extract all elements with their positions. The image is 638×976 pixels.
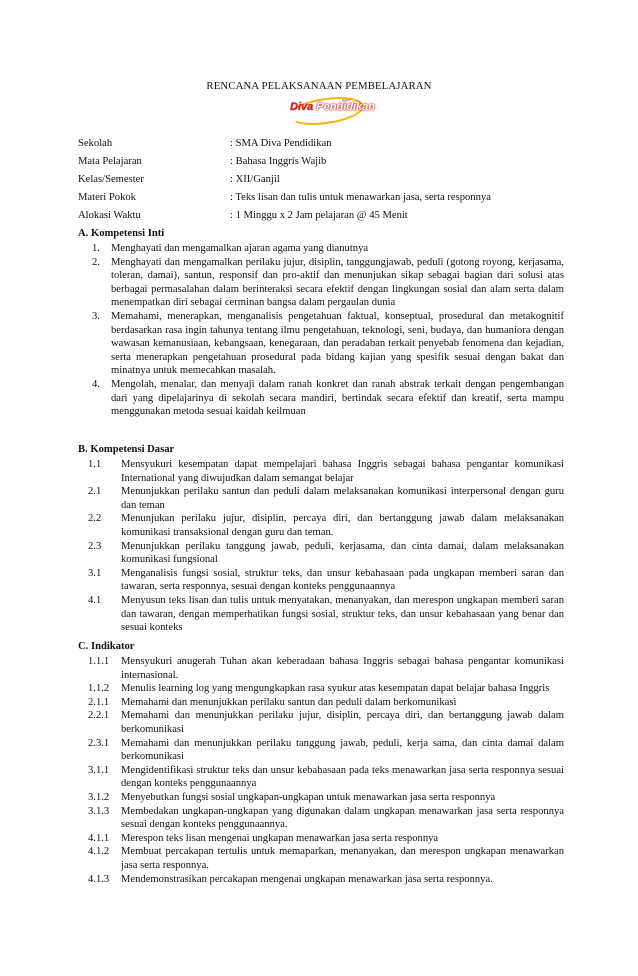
info-value: : XII/Ganjil bbox=[230, 174, 280, 185]
item-number: 2.2 bbox=[88, 513, 102, 525]
item-number: 1.1 bbox=[88, 459, 102, 470]
list-item bbox=[78, 682, 564, 696]
info-value: : Teks lisan dan tulis untuk menawarkan jasa, serta responnya bbox=[230, 192, 491, 203]
info-row-subject bbox=[78, 155, 578, 173]
section-indikator bbox=[78, 640, 564, 886]
info-row-topic bbox=[78, 191, 578, 209]
info-row-time-allocation bbox=[78, 209, 578, 227]
list-item bbox=[78, 709, 564, 736]
item-text: Mengidentifikasi struktur teks dan unsur kebahasaan pada teks menawarkan jasa serta responnya sesuai dengan konteks penggunaannya bbox=[121, 764, 564, 790]
item-number: 3.1 bbox=[88, 567, 102, 579]
item-text: Menulis learning log yang mengungkapkan rasa syukur atas kesempatan dapat belajar bahasa Inggris bbox=[121, 683, 550, 695]
item-text: Membedakan ungkapan-ungkapan yang digunakan dalam ungkapan menawarkan jasa serta responnya sesuai dengan konteks penggunaannya. bbox=[121, 805, 564, 831]
item-number: 2.1 bbox=[88, 486, 102, 498]
list-item bbox=[78, 845, 564, 872]
list-item bbox=[78, 512, 564, 539]
info-label: Mata Pelajaran bbox=[78, 156, 142, 167]
list-item bbox=[78, 764, 564, 791]
list-item bbox=[78, 256, 564, 310]
list-item bbox=[78, 540, 564, 567]
item-number: 1. bbox=[92, 243, 100, 254]
info-value: : 1 Minggu x 2 Jam pelajaran @ 45 Menit bbox=[230, 210, 408, 221]
item-number: 2. bbox=[92, 256, 100, 268]
item-text: Menunjukan perilaku jujur, disiplin, percaya diri, dan bertanggung jawab dalam melaksanakan komunikasi transaksional dengan guru dan teman. bbox=[121, 513, 564, 538]
item-number: 4.1.1 bbox=[88, 832, 110, 844]
item-number: 2.3 bbox=[88, 540, 102, 552]
list-item bbox=[78, 791, 564, 805]
list-item bbox=[78, 594, 564, 635]
item-number: 4.1.2 bbox=[88, 846, 110, 858]
item-text: Menunjukkan perilaku santun dan peduli dalam melaksanakan komunikasi interpersonal dengan guru dan teman bbox=[121, 486, 564, 511]
identity-table bbox=[78, 137, 578, 227]
info-value: : SMA Diva Pendidikan bbox=[230, 138, 332, 149]
info-label: Materi Pokok bbox=[78, 192, 136, 203]
section-heading: C. Indikator bbox=[78, 641, 135, 652]
item-number: 4. bbox=[92, 378, 100, 390]
document-title: RENCANA PELAKSANAAN PEMBELAJARAN bbox=[206, 80, 432, 92]
item-text: Menunjukkan perilaku tanggung jawab, peduli, kerjasama, dan cinta damai, dalam melaksanakan komunikasi fungsional bbox=[121, 540, 564, 566]
logo-wordmark bbox=[290, 101, 375, 115]
item-text: Menghayati dan mengamalkan ajaran agama yang dianutnya bbox=[111, 243, 369, 254]
logo-text-part1: Diva bbox=[290, 101, 317, 113]
info-label: Sekolah bbox=[78, 138, 113, 149]
section-kompetensi-inti bbox=[78, 227, 564, 419]
item-text: Menyusun teks lisan dan tulis untuk menyatakan, menanyakan, dan merespon ungkapan memberi saran dan tawaran, dengan memperhatikan fungsi sosial, struktur teks, dan unsur kebahasaan yang benar dan sesuai konteks bbox=[121, 594, 564, 634]
item-number: 3. bbox=[92, 310, 100, 322]
list-item bbox=[78, 873, 564, 887]
section-heading: B. Kompetensi Dasar bbox=[78, 444, 175, 455]
item-text: Mensyukuri anugerah Tuhan akan keberadaan bahasa Inggris sebagai bahasa pengantar komunikasi internasional. bbox=[121, 656, 564, 681]
item-text: Memahami dan menunjukkan perilaku jujur, disiplin, percaya diri, dan bertanggung jawab dalam berkomunikasi bbox=[121, 710, 564, 735]
list-item bbox=[78, 696, 564, 710]
item-number: 3.1.1 bbox=[88, 764, 110, 776]
info-value: : Bahasa Inggris Wajib bbox=[230, 156, 327, 167]
item-text: Menganalisis fungsi sosial, struktur teks, dan unsur kebahasaan pada ungkapan memberi saran dan tawaran, serta responnya, sesuai dengan konteks penggunaannya bbox=[121, 567, 564, 593]
logo-tagline: www bbox=[342, 97, 351, 102]
item-number: 2.3.1 bbox=[88, 737, 110, 749]
school-logo bbox=[286, 93, 375, 123]
item-text: Mengolah, menalar, dan menyaji dalam ranah konkret dan ranah abstrak terkait dengan pengembangan dari yang dipelajarinya di sekolah secara mandiri, bertindak secara efektif dan kreatif, serta mampu menggunakan metoda sesuai kaidah keilmuan bbox=[111, 378, 564, 418]
item-text: Memahami dan menunjukkan perilaku tanggung jawab, peduli, kerja sama, dan cinta damai dalam berkomunikasi bbox=[121, 737, 564, 763]
info-label: Kelas/Semester bbox=[78, 174, 144, 185]
list-item bbox=[78, 485, 564, 512]
item-number: 3.1.3 bbox=[88, 805, 110, 817]
item-text: Mendemonstrasikan percakapan mengenai ungkapan menawarkan jasa serta responnya. bbox=[121, 873, 493, 885]
section-kompetensi-dasar bbox=[78, 443, 564, 635]
item-number: 3.1.2 bbox=[88, 791, 110, 803]
list-item bbox=[78, 655, 564, 682]
list-item bbox=[78, 458, 564, 485]
info-label: Alokasi Waktu bbox=[78, 210, 141, 221]
list-item bbox=[78, 832, 564, 846]
item-number: 1.1.1 bbox=[88, 656, 110, 667]
info-row-school bbox=[78, 137, 578, 155]
item-text: Mensyukuri kesempatan dapat mempelajari bahasa Inggris sebagai bahasa pengantar komunikasi International yang diwujudkan dalam semangat belajar bbox=[121, 459, 564, 484]
list-item bbox=[78, 805, 564, 832]
list-item bbox=[78, 242, 564, 256]
item-text: Merespon teks lisan mengenai ungkapan menawarkan jasa serta responnya bbox=[121, 832, 439, 844]
list-item bbox=[78, 378, 564, 419]
item-text: Menyebutkan fungsi sosial ungkapan-ungkapan untuk menawarkan jasa serta responnya bbox=[121, 791, 496, 803]
item-number: 1.1.2 bbox=[88, 683, 110, 695]
item-text: Memahami dan menunjukkan perilaku santun dan peduli dalam berkomunikasi bbox=[121, 696, 457, 708]
item-text: Menghayati dan mengamalkan perilaku jujur, disiplin, tanggungjawab, peduli (gotong royong, kerjasama, toleran, damai), santun, responsif dan pro-aktif dan menunjukan sikap sebagai bagian dari solusi atas berbagai permasalahan dalam berinteraksi secara efektif dengan lingkungan sosial dan alam serta dalam menempatkan diri sebagai cerminan bangsa dalam pergaulan dunia bbox=[111, 256, 564, 309]
list-item bbox=[78, 567, 564, 594]
info-row-class-semester bbox=[78, 173, 578, 191]
list-item bbox=[78, 310, 564, 378]
item-number: 4.1 bbox=[88, 594, 102, 606]
section-heading: A. Kompetensi Inti bbox=[78, 228, 165, 239]
item-number: 4.1.3 bbox=[88, 873, 110, 885]
item-number: 2.1.1 bbox=[88, 696, 110, 708]
item-number: 2.2.1 bbox=[88, 710, 110, 722]
item-text: Memahami, menerapkan, menganalisis pengetahuan faktual, konseptual, prosedural dan metakognitif berdasarkan rasa ingin tahunya tentang ilmu pengetahuan, teknologi, seni, budaya, dan humaniora dengan wawasan kemanusiaan, kebangsaan, kenegaraan, dan peradaban terkait penyebab fenomena dan kejadian, serta menerapkan pengetahuan prosedural pada bidang kajian yang spesifik sesuai dengan bakat dan minatnya untuk memecahkan masalah. bbox=[111, 310, 564, 377]
item-text: Membuat percakapan tertulis untuk memaparkan, menanyakan, dan merespon ungkapan menawarkan jasa serta responnya. bbox=[121, 846, 564, 871]
list-item bbox=[78, 737, 564, 764]
logo-text-part2: Pendidikan bbox=[316, 101, 375, 113]
